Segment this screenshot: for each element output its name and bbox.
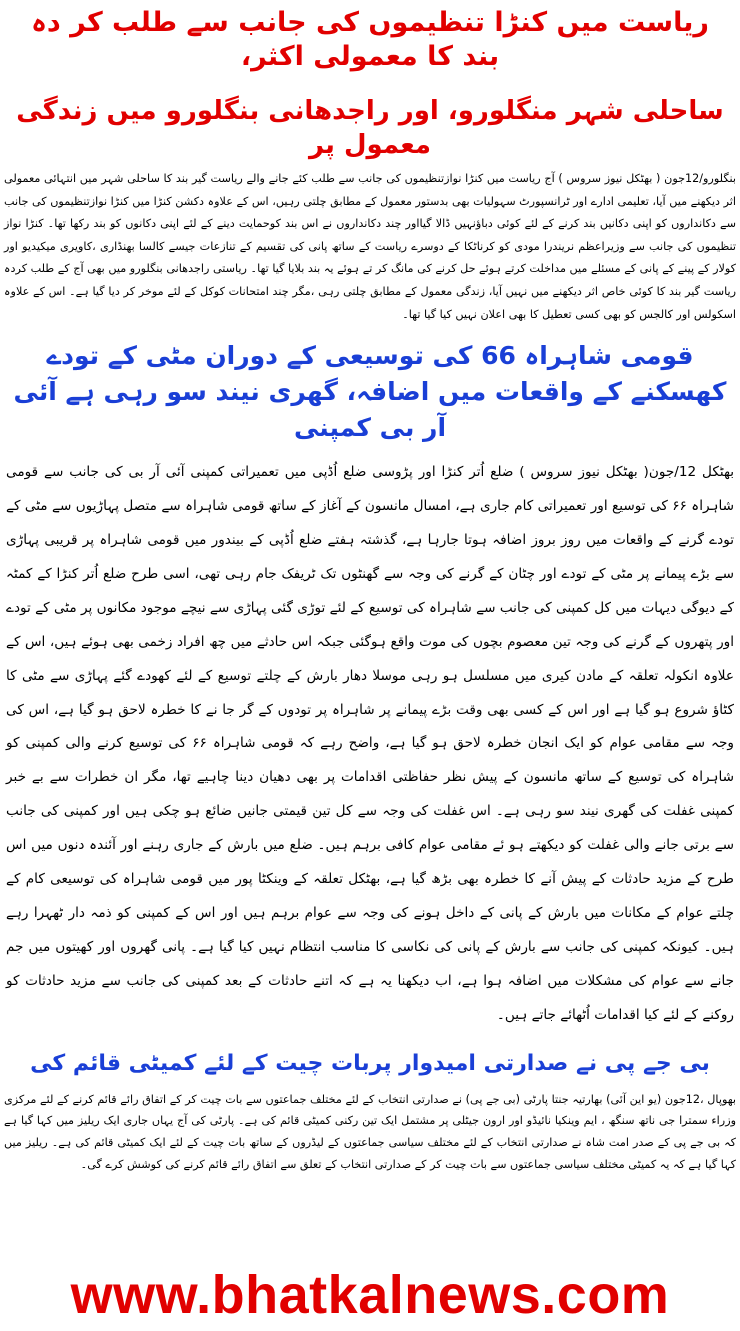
story1-body: بنگلورو/12جون ( بھٹکل نیوز سروس ) آج ریاست میں کنڑا نوازتنظیموں کی جانب سے طلب کئے جانے والے ریاست گیر بند کا ساحلی شہر میں انتہائی معمولی اثر دیکھنے میں آیا، تعلیمی ادارے اور ٹرانسپورٹ سہولیات بھی بدستور معمول کے مطابق چلتی رہیں، اس کے علاوہ دکشن کنڑا میں کنڑا نوازتنظیموں کی جانب سے دکانداروں کو اپنی دکانیں بند کرنے کے لئے کوئی دباؤنہیں ڈالا گیااور چند دکانداروں نے اس بند کوحمایت دینے کے لئے اپنی دکانوں کو بند رکھا تھا۔ کنڑا نواز تنظیموں کی جانب سے وزیراعظم نریندرا مودی کو کرناٹکا کے دوسرے ریاست کے ساتھ پانی کی تقسیم کے تنازعات جیسے کالسا بھنڈاری ،کاویری میکیدیو اور کولار کے پینے کے پانی کے مسئلے میں مداخلت کرتے ہوئے حل کرنے کی مانگ کر تے ہوئے یہ بند بلایا گیا تھا۔ ریاستی راجدھانی بنگلورو میں بھی آج کے طلب کردہ ریاست گیر بند کا کوئی خاص اثر دیکھنے میں نہیں آیا، زندگی معمول کے مطابق چلتی رہی ،مگر چند امتحانات کوکل کے لئے موخر کر دیا گیا ہے۔ اس کے علاوہ اسکولس اور کالجس کو بھی کسی تعطیل کا بھی اعلان نہیں کیا گیا تھا۔ (4, 172, 736, 321)
story1-headline-line1: ریاست میں کنڑا تنظیموں کی جانب سے طلب کر دہ بند کا معمولی اکثر، (31, 7, 709, 72)
story3-headline: بی جے پی نے صدارتی امیدوار پربات چیت کے لئے کمیٹی قائم کی (30, 1050, 710, 1076)
story3-body: بھوپال ،12جون (یو این آئی) بھارتیہ جنتا پارٹی (بی جے پی) نے صدارتی انتخاب کے لئے مختلف جماعتوں سے بات چیت کر کے اتفاق رائے قائم کرنے کے لئے مرکزی وزراء سمترا جی ناتھ سنگھ ، ایم وینکیا نائیڈو اور ارون جیٹلی پر مشتمل ایک تین رکنی کمیٹی قائم کی ہے۔ پارٹی کی آج یہاں جاری ایک ریلیز میں کہا گیا ہے کہ بی جے پی کے صدر امت شاہ نے صدارتی انتخاب کے لئے مختلف سیاسی جماعتوں کے لیڈروں کے ساتھ بات چیت کے لئے ایک کمیٹی قائم کی ہے۔ ریلیز میں کہا گیا ہے کہ یہ کمیٹی مختلف سیاسی جماعتوں سے بات چیت کر کے صدارتی انتخاب کے تعلق سے اتفاق رائے قائم کرنے کی کوشش کرے گی۔ (4, 1092, 736, 1171)
footer-banner (0, 1259, 740, 1331)
site-url[interactable]: www.bhatkalnews.com (70, 1265, 670, 1325)
story2-body: بھٹکل 12/جون( بھٹکل نیوز سروس ) ضلع اُتر کنڑا اور پڑوسی ضلع اُڈپی میں تعمیراتی کمپنی آئی آر بی کی جانب سے قومی شاہراہ ۶۶ کی توسیع اور تعمیراتی کام جاری ہے، امسال مانسون کے آغاز کے ساتھ قومی شاہراہ سے متصل پہاڑیوں سے مٹی کے تودے گرنے کے واقعات میں روز بروز اضافہ ہوتا جارہا ہے، گذشتہ ہفتے ضلع اُڈپی کے بیندور میں قومی شاہراہ پر قریبی پہاڑی سے بڑے پیمانے پر مٹی کے تودے اور چٹان کے گرنے کی وجہ سے گھنٹوں تک ٹریفک جام رہی تھی، اسی طرح ضلع اُتر کنڑا کے کمٹہ کے دیوگی دیہات میں کل کمپنی کی جانب سے شاہراہ کی توسیع کے لئے توڑی گئی پہاڑی سے نیچے موجود مکانوں پر مٹی کے تودے اور پتھروں کے گرنے کی وجہ تین معصوم بچوں کی موت واقع ہوگئی جبکہ اس حادثے میں چھ افراد زخمی بھی ہوئے ہیں، اس کے علاوہ انکولہ تعلقہ کے مادن کیری میں مسلسل ہو رہی موسلا دھار بارش کے چلتے توسیع کے لئے کھودے گئے پہاڑی سے مٹی کا کٹاؤ شروع ہو گیا ہے اور اس کے کسی بھی وقت بڑے پیمانے پر شاہراہ پر تودوں کے گر جا نے کا خطرہ لاحق ہو گیا ہے، اس کی وجہ سے مقامی عوام کو ایک انجان خطرہ لاحق ہو گیا ہے، واضح رہے کہ قومی شاہراہ ۶۶ کی توسیع کرنے والی کمپنی کو شاہراہ کی توسیع کے ساتھ مانسون کے پیش نظر حفاظتی اقدامات پر بھی دھیان دینا چاہیے تھا، مگر ان خطرات سے بے خبر کمپنی غفلت کی گھری نیند سو رہی ہے۔ اس غفلت کی وجہ سے کل تین قیمتی جانیں ضائع ہو چکی ہیں اور کمپنی کی جانب سے برتی جانے والی غفلت کو دیکھتے ہو ئے مقامی عوام کافی برہم ہیں۔ ضلع میں بارش کے جاری رہنے اور آئندہ دنوں میں اس طرح کے مزید حادثات کے پیش آنے کا خطرہ بھی بڑھ گیا ہے، بھٹکل تعلقہ کے وینکٹا پور میں قومی شاہراہ کی توسیعی کام کے چلتے عوام کے مکانات میں بارش کے پانی کے داخل ہونے کی وجہ سے عوام برہم ہیں اور اس کے کمپنی کو ذمہ دار ٹھہرا رہے ہیں۔ کیونکہ کمپنی کی جانب سے بارش کے پانی کی نکاسی کا مناسب انتظام نہیں کیا گیا ہے۔ پانی گھروں اور کھیتوں میں جم جانے سے عوام کی مشکلات میں اضافہ ہوا ہے، اب دیکھنا یہ ہے کہ اتنے حادثات کے بعد کمپنی کی جانب سے مزید حادثات کو روکنے کے لئے کیا اقدامات اُٹھائے جاتے ہیں۔ (6, 464, 734, 1023)
story1-headline-line2: ساحلی شہر منگلورو، اور راجدھانی بنگلورو میں زندگی معمول پر (16, 96, 724, 160)
story2-headline: قومی شاہراہ 66 کی توسیعی کے دوران مٹی کے تودے کھسکنے کے واقعات میں اضافہ، گھری نیند سو رہی ہے آئی آر بی کمپنی (13, 341, 727, 443)
